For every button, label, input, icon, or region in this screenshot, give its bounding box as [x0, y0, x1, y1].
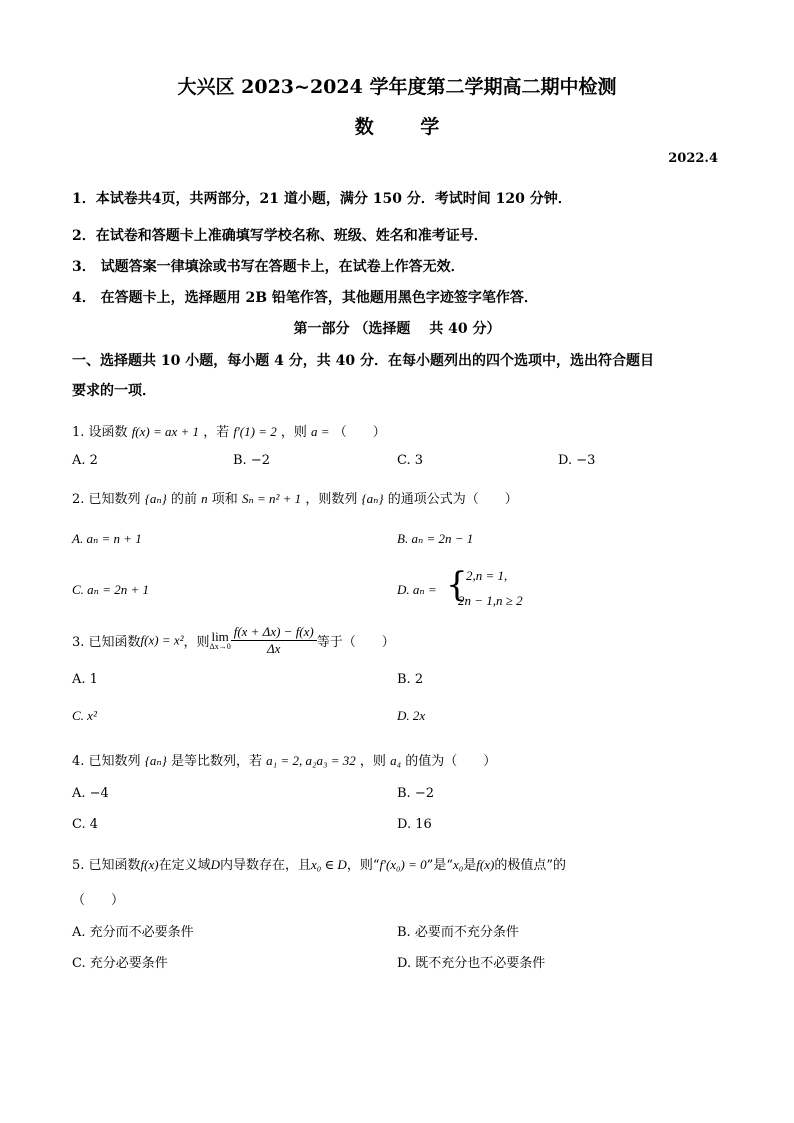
instruction-3: 3． 试题答案一律填涂或书写在答题卡上，在试卷上作答无效． — [72, 259, 465, 275]
q3-limit-sub: Δx→0 — [209, 642, 231, 651]
q3-option-a: A. 1 — [72, 672, 98, 687]
instruction-4: 4． 在答题卡上，选择题用 2B 铅笔作答，其他题用黑色字迹签字笔作答． — [72, 290, 538, 306]
q1-text-c: ，则 — [280, 425, 307, 440]
q2-option-d: D. aₙ = — [397, 582, 437, 597]
question-1-stem — [72, 421, 386, 440]
q5-text-a: 5. 已知函数 — [72, 858, 141, 873]
q1-option-b: B. −2 — [233, 453, 270, 468]
q4-formula-a4: a₄ — [390, 753, 402, 768]
q5-formula-f: f(x) — [140, 857, 159, 872]
q4-formula-seq: {aₙ} — [144, 753, 167, 768]
q5-text-g: 是 — [463, 858, 477, 873]
q1-formula-f: f(x) = ax + 1 — [131, 424, 200, 439]
q3-denominator: Δx — [267, 641, 281, 656]
q4-text-c: ，则 — [359, 754, 386, 769]
question-4-stem — [72, 750, 496, 769]
q2-text-a: 2. 已知数列 — [72, 492, 141, 507]
q3-option-c: C. x² — [72, 708, 97, 723]
exam-date: 2022.4 — [668, 151, 718, 166]
q3-text-c: 等于（ ） — [316, 635, 395, 650]
q1-formula-fprime: f′(1) = 2 — [233, 424, 277, 439]
q2-piecewise-case2: 2n − 1,n ≥ 2 — [458, 593, 523, 608]
q2-formula-seq: {aₙ} — [144, 491, 167, 506]
q2-piecewise-case1: 2,n = 1, — [466, 568, 508, 583]
q3-text-a: 3. 已知函数 — [72, 635, 141, 650]
q3-numerator: f(x + Δx) − f(x) — [231, 624, 317, 641]
q4-option-b: B. −2 — [397, 786, 434, 801]
instruction-1: 1．本试卷共4页，共两部分，21 道小题，满分 150 分．考试时间 120 分钟． — [72, 191, 572, 207]
q3-option-b: B. 2 — [397, 672, 424, 687]
subject-title: 数 学 — [354, 116, 460, 138]
q2-option-c: C. aₙ = 2n + 1 — [72, 582, 149, 597]
q3-text-b: ，则 — [183, 635, 210, 650]
q5-formula-d: D — [210, 857, 220, 872]
q2-formula-sum: Sₙ = n² + 1 — [241, 491, 302, 506]
q5-text-c: 内导数存在，且 — [220, 858, 312, 873]
q1-text-b: ，若 — [203, 425, 230, 440]
q3-formula-f: f(x) = x² — [140, 632, 184, 648]
q2-option-a: A. aₙ = n + 1 — [72, 531, 142, 546]
q5-formula-x0b: x₀ — [452, 857, 464, 872]
section-instructions-line2: 要求的一项． — [72, 383, 156, 399]
q1-option-c: C. 3 — [397, 453, 424, 468]
q3-option-d: D. 2x — [397, 708, 426, 723]
part-one-heading: 第一部分 （选择题 共 40 分） — [293, 321, 501, 337]
q3-fraction — [231, 624, 317, 657]
q5-text-e: ”是“ — [426, 858, 453, 873]
q2-text-d: ，则数列 — [305, 492, 358, 507]
q5-formula-x0: x₀ ∈ D — [311, 857, 347, 872]
q1-option-a: A. 2 — [72, 453, 98, 468]
q2-text-c: 项和 — [211, 492, 238, 507]
q5-text-h: 的极值点”的 — [494, 858, 566, 873]
q1-formula-a: a = — [311, 424, 330, 439]
q2-text-b: 的前 — [171, 492, 198, 507]
q4-formula-cond: a₁ = 2, a₂a₃ = 32 — [266, 753, 356, 768]
q3-limit — [210, 630, 231, 651]
q5-option-d: D. 既不充分也不必要条件 — [397, 956, 546, 971]
q5-formula-f2: f(x) — [476, 857, 495, 872]
q5-option-c: C. 充分必要条件 — [72, 956, 168, 971]
q2-formula-n: n — [201, 491, 208, 506]
q2-formula-seq2: {aₙ} — [361, 491, 384, 506]
q2-text-e: 的通项公式为（ ） — [387, 492, 518, 507]
q5-text-d: ，则“ — [346, 858, 380, 873]
exam-title: 大兴区 2023~2024 学年度第二学期高二期中检测 — [177, 76, 617, 98]
q4-option-a: A. −4 — [72, 786, 109, 801]
q4-text-b: 是等比数列，若 — [171, 754, 263, 769]
q5-option-a: A. 充分而不必要条件 — [72, 925, 194, 940]
question-3-stem — [72, 624, 395, 657]
q5-text-b: 在定义域 — [158, 858, 211, 873]
q5-answer-blank: （ ） — [72, 893, 125, 908]
q4-option-c: C. 4 — [72, 817, 99, 832]
instruction-2: 2．在试卷和答题卡上准确填写学校名称、班级、姓名和准考证号． — [72, 228, 488, 244]
q5-formula-fprime: f′(x₀) = 0 — [379, 857, 427, 872]
q2-option-b: B. aₙ = 2n − 1 — [397, 531, 474, 546]
q1-text-a: 1. 设函数 — [72, 425, 128, 440]
q3-limit-lim: lim — [211, 629, 229, 644]
question-5-stem — [72, 854, 566, 873]
q2-piecewise-brace: { — [446, 565, 468, 605]
section-instructions-line1: 一、选择题共 10 小题，每小题 4 分，共 40 分．在每小题列出的四个选项中，选出符合题目 — [72, 353, 654, 369]
q4-option-d: D. 16 — [397, 817, 432, 832]
q1-text-d: （ ） — [333, 425, 386, 440]
q1-option-d: D. −3 — [558, 453, 596, 468]
q5-option-b: B. 必要而不充分条件 — [397, 925, 519, 940]
q4-text-a: 4. 已知数列 — [72, 754, 141, 769]
question-2-stem — [72, 488, 518, 507]
q4-text-d: 的值为（ ） — [405, 754, 497, 769]
